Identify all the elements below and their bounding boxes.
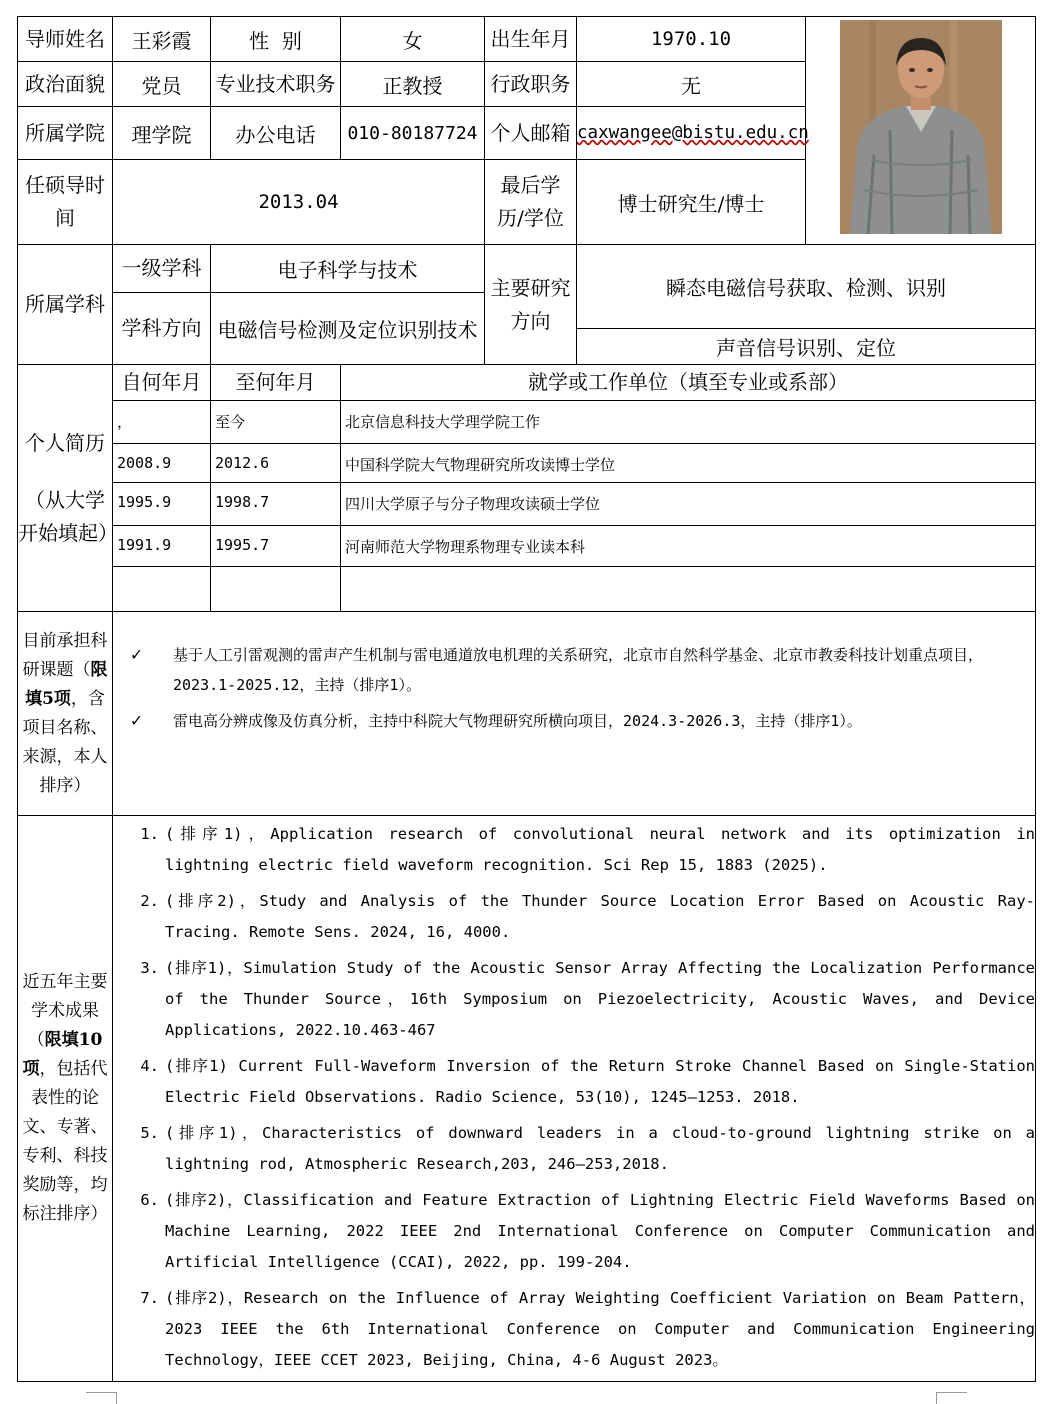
project-item-2: [113, 706, 1035, 736]
publications-label-b: ，包括代表性的论文、专著、专利、科技奖励等，均标注排序）: [22, 1059, 108, 1224]
resume-row-4-from: 1991.9: [113, 526, 211, 567]
resume-row-1-from: ，: [113, 401, 211, 444]
col-unit-header: 就学或工作单位（填至专业或系部）: [341, 365, 1036, 401]
publication-text: (排序1)，Application research of convolutional neural network and its optimization in lightning electric field waveform recognition. Sci Rep 15, 1883 (2025).: [165, 825, 1035, 874]
college-label: 所属学院: [18, 107, 113, 160]
name-value: 王彩霞: [113, 17, 211, 62]
portrait-photo: [840, 20, 1002, 234]
college-value: 理学院: [113, 107, 211, 160]
photo-cell: [806, 17, 1036, 245]
projects-label: [18, 612, 113, 816]
publication-text: (排序2)，Research on the Influence of Array Weighting Coefficient Variation on Beam Pattern，2023 IEEE the 6th International Conference on Computer and Communication Engineering Technology，IEEE CCET 2023, Beijing, China, 4-6 August 2023。: [165, 1289, 1035, 1369]
publication-text: (排序2)，Study and Analysis of the Thunder Source Location Error Based on Acoustic Ray-Tracing. Remote Sens. 2024, 16, 4000.: [165, 892, 1035, 941]
publication-number: 6.: [140, 1191, 159, 1209]
degree-label: 最后学历/学位: [485, 160, 577, 245]
gender-value: 女: [341, 17, 485, 62]
resume-row-3-to: 1998.7: [211, 483, 341, 526]
political-value: 党员: [113, 62, 211, 107]
publication-item: [113, 1118, 1035, 1180]
title-value: 正教授: [341, 62, 485, 107]
email-label: 个人邮箱: [485, 107, 577, 160]
resume-row-2-unit: 中国科学院大气物理研究所攻读博士学位: [341, 444, 1036, 483]
resume-label-line1: 个人简历: [25, 430, 105, 455]
projects-label-bold: 限填5项: [25, 659, 108, 709]
direction-label: 学科方向: [113, 293, 211, 365]
publications-label: [18, 816, 113, 1382]
publication-item: [113, 1185, 1035, 1278]
publication-number: 3.: [140, 959, 159, 977]
research-item-2: 声音信号识别、定位: [577, 329, 1036, 365]
email-value[interactable]: caxwangee@bistu.edu.cn: [577, 123, 809, 143]
resume-label: [18, 365, 118, 612]
direction-value: 电磁信号检测及定位识别技术: [211, 293, 485, 365]
project-item-1-text: 基于人工引雷观测的雷声产生机制与雷电通道放电机理的关系研究，北京市自然科学基金、北京市教委科技计划重点项目，2023.1-2025.12，主持（排序1）。: [173, 646, 984, 694]
col-to-header: 至何年月: [211, 365, 341, 401]
birth-value: 1970.10: [577, 17, 806, 62]
projects-label-a: 目前承担科研课题（: [22, 630, 108, 680]
supervisor-since-value: 2013.04: [113, 160, 485, 245]
publication-item: [113, 953, 1035, 1046]
tutor-info-form: [17, 16, 1036, 1382]
publication-text: (排序1)，Characteristics of downward leaders in a cloud-to-ground lightning strike on a lightning rod, Atmospheric Research,203, 246–253,2018.: [165, 1124, 1035, 1173]
publication-number: 1.: [140, 825, 159, 843]
research-label: 主要研究方向: [485, 245, 577, 365]
publication-text: (排序2)，Classification and Feature Extraction of Lightning Electric Field Waveforms Based on Machine Learning, 2022 IEEE 2nd International Conference on Computer Communication and Artificial Intelligence (CCAI), 2022, pp. 199-204.: [165, 1191, 1035, 1271]
phone-value: 010-80187724: [341, 107, 485, 160]
checkmark-icon: ✓: [131, 710, 142, 731]
resume-row-2-from: 2008.9: [113, 444, 211, 483]
page-corner-mark: [86, 1392, 117, 1404]
projects-list: [113, 612, 1036, 816]
admin-value: 无: [577, 62, 806, 107]
research-item-1: 瞬态电磁信号获取、检测、识别: [577, 245, 1036, 329]
publication-text: (排序1)，Simulation Study of the Acoustic Sensor Array Affecting the Localization Performance of the Thunder Source，16th Symposium on Piezoelectricity, Acoustic Waves, and Device Applications, 2022.10.463-467: [165, 959, 1035, 1039]
publication-item: [113, 1283, 1035, 1376]
publication-number: 7.: [140, 1289, 159, 1307]
project-item-2-text: 雷电高分辨成像及仿真分析，主持中科院大气物理研究所横向项目，2024.3-2026.3，主持（排序1）。: [173, 712, 862, 730]
publications-label-a: 近五年主要学术成果（: [22, 972, 108, 1050]
resume-row-5-from: [113, 567, 211, 612]
publications-list: [113, 816, 1036, 1382]
title-label: 专业技术职务: [211, 62, 341, 107]
political-label: 政治面貌: [18, 62, 113, 107]
resume-row-1-unit: 北京信息科技大学理学院工作: [341, 401, 1036, 444]
resume-row-4-unit: 河南师范大学物理系物理专业读本科: [341, 526, 1036, 567]
publications-label-bold: 限填10项: [22, 1030, 103, 1079]
resume-row-5-unit: [341, 567, 1036, 612]
projects-label-b: ，含项目名称、来源，本人排序）: [22, 688, 108, 796]
email-cell: [577, 107, 809, 160]
resume-row-3-unit: 四川大学原子与分子物理攻读硕士学位: [341, 483, 1036, 526]
resume-label-line2: （从大学开始填起）: [18, 487, 118, 545]
birth-label: 出生年月: [485, 17, 577, 62]
resume-row-3-from: 1995.9: [113, 483, 211, 526]
publication-item: [113, 886, 1035, 948]
discipline-label: 所属学科: [18, 245, 113, 365]
col-from-header: 自何年月: [113, 365, 211, 401]
publication-item: [113, 819, 1035, 881]
portrait-illustration: [840, 20, 1002, 234]
gender-label: 性 别: [211, 17, 341, 62]
level1-value: 电子科学与技术: [211, 245, 485, 293]
project-item-1: [113, 640, 1035, 700]
publication-number: 2.: [140, 892, 159, 910]
resume-row-4-to: 1995.7: [211, 526, 341, 567]
resume-row-1-to: 至今: [211, 401, 341, 444]
resume-row-2-to: 2012.6: [211, 444, 341, 483]
name-label: 导师姓名: [18, 17, 113, 62]
degree-value: 博士研究生/博士: [577, 160, 806, 245]
publication-number: 4.: [140, 1057, 159, 1075]
phone-label: 办公电话: [211, 107, 341, 160]
publication-item: [113, 1051, 1035, 1113]
publication-text: (排序1) Current Full-Waveform Inversion of the Return Stroke Channel Based on Single-Station Electric Field Observations. Radio Science, 53(10), 1245–1253. 2018.: [165, 1057, 1035, 1106]
publication-number: 5.: [140, 1124, 159, 1142]
page-corner-mark: [936, 1392, 967, 1404]
level1-label: 一级学科: [113, 245, 211, 293]
admin-label: 行政职务: [485, 62, 577, 107]
supervisor-since-label: 任硕导时间: [18, 160, 113, 245]
checkmark-icon: ✓: [131, 644, 142, 665]
resume-row-5-to: [211, 567, 341, 612]
